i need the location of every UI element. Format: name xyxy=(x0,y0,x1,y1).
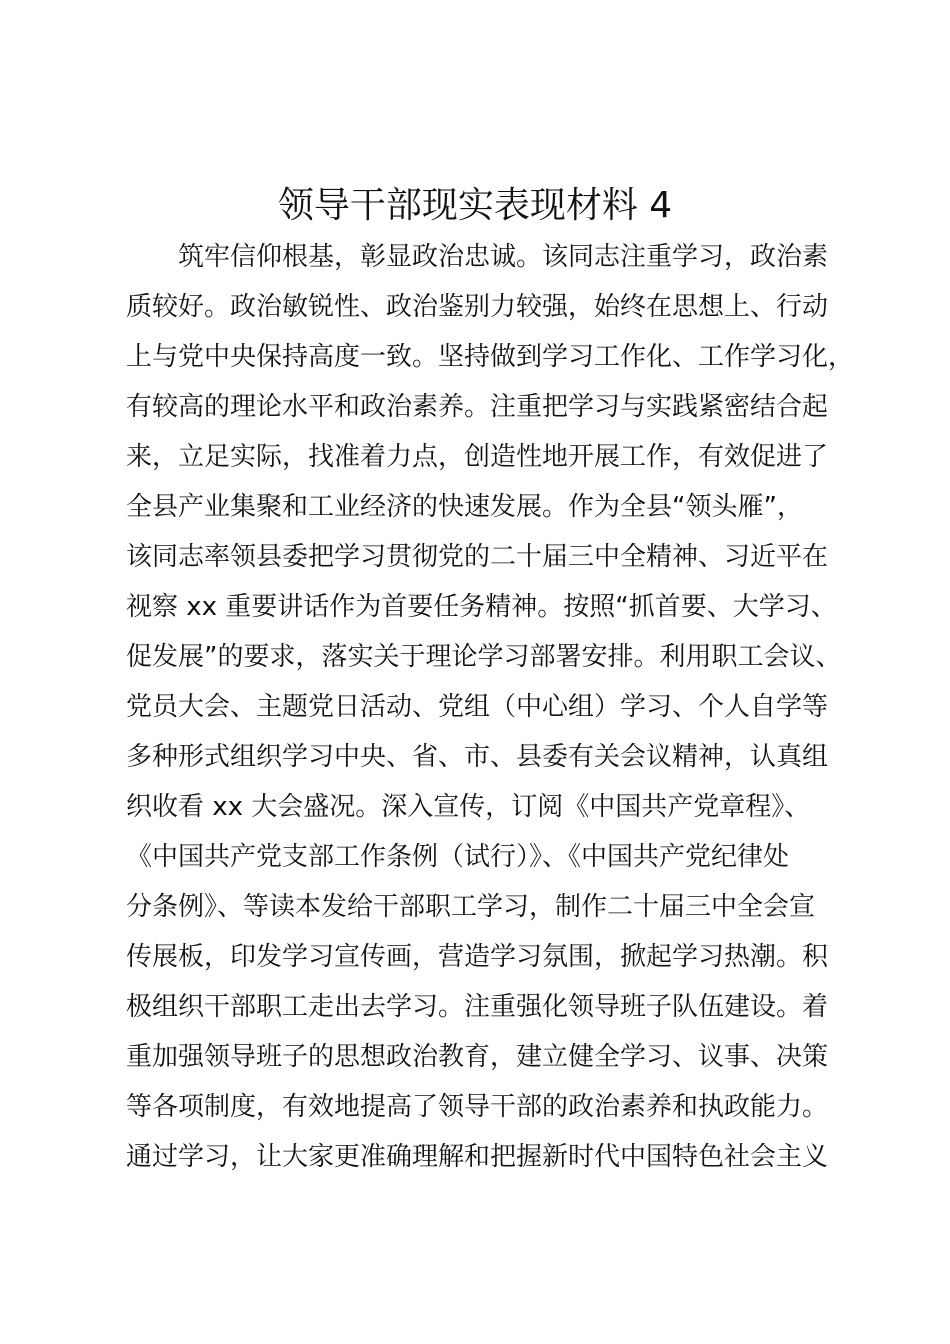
body-line: 等各项制度，有效地提高了领导干部的政治素养和执政能力。 xyxy=(126,1092,829,1122)
document-body xyxy=(126,232,866,1182)
body-line: 全县产业集聚和工业经济的快速发展。作为全县“领头雁”， xyxy=(126,492,803,522)
body-line: 《中国共产党支部工作条例（试行）》、《中国共产党纪律处 xyxy=(126,842,790,872)
body-line: 来，立足实际，找准着力点，创造性地开展工作，有效促进了 xyxy=(126,442,829,472)
body-line: 织收看 xx 大会盛况。深入宣传，订阅《中国共产党章程》、 xyxy=(126,792,811,822)
body-line: 多种形式组织学习中央、省、市、县委有关会议精神，认真组 xyxy=(126,742,829,772)
body-line: 筑牢信仰根基，彰显政治忠诚。该同志注重学习，政治素 xyxy=(178,242,829,272)
body-line: 分条例》、等读本发给干部职工学习，制作二十届三中全会宣 xyxy=(126,892,816,922)
body-line: 重加强领导班子的思想政治教育，建立健全学习、议事、决策 xyxy=(126,1042,829,1072)
body-line: 质较好。政治敏锐性、政治鉴别力较强，始终在思想上、行动 xyxy=(126,292,829,322)
body-line: 该同志率领县委把学习贯彻党的二十届三中全精神、习近平在 xyxy=(126,542,829,572)
body-line: 促发展”的要求，落实关于理论学习部署安排。利用职工会议、 xyxy=(126,642,842,672)
body-line: 有较高的理论水平和政治素养。注重把学习与实践紧密结合起 xyxy=(126,392,829,422)
document-title: 领导干部现实表现材料 4 xyxy=(277,185,673,226)
body-line: 上与党中央保持高度一致。坚持做到学习工作化、工作学习化， xyxy=(126,342,855,372)
body-line: 传展板，印发学习宣传画，营造学习氛围，掀起学习热潮。积 xyxy=(126,942,829,972)
body-line: 视察 xx 重要讲话作为首要任务精神。按照“抓首要、大学习、 xyxy=(126,592,837,622)
body-line: 极组织干部职工走出去学习。注重强化领导班子队伍建设。着 xyxy=(126,992,829,1022)
body-line: 通过学习，让大家更准确理解和把握新时代中国特色社会主义 xyxy=(126,1142,829,1172)
body-line: 党员大会、主题党日活动、党组（中心组）学习、个人自学等 xyxy=(126,692,829,722)
